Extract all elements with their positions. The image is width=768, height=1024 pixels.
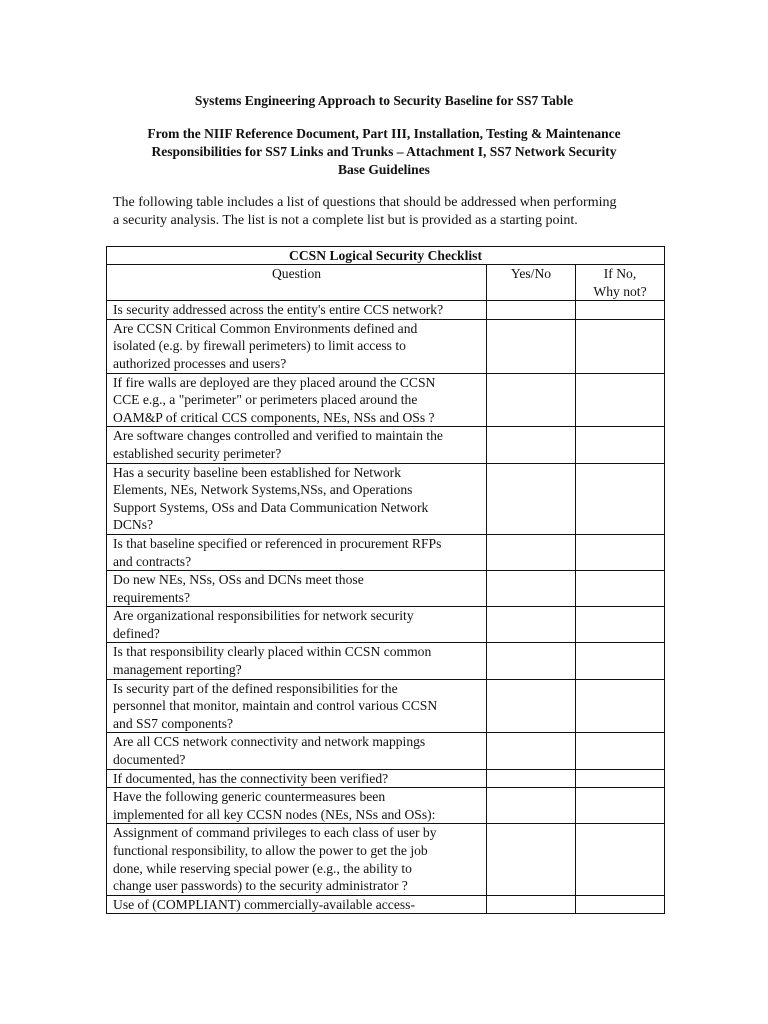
question-line: functional responsibility, to allow the power to get the job — [113, 843, 428, 858]
header-if-no-line: Why not? — [593, 283, 647, 299]
question-line: and SS7 components? — [113, 715, 234, 731]
if-no-why-not-cell[interactable] — [576, 373, 665, 427]
question-line: established security perimeter? — [113, 445, 282, 461]
table-row — [107, 571, 665, 607]
if-no-why-not-cell[interactable] — [576, 607, 665, 643]
question-line: personnel that monitor, maintain and control various CCSN — [113, 698, 438, 714]
table-row — [107, 373, 665, 427]
if-no-why-not-cell[interactable] — [576, 534, 665, 570]
yes-no-cell[interactable] — [487, 373, 576, 427]
subtitle-line: Responsibilities for SS7 Links and Trunks – Attachment I, SS7 Network Security — [151, 144, 617, 159]
question-line: OAM&P of critical CCS components, NEs, NSs and OSs ? — [113, 409, 435, 425]
question-cell — [107, 679, 487, 733]
if-no-why-not-cell[interactable] — [576, 679, 665, 733]
yes-no-cell[interactable] — [487, 571, 576, 607]
table-row — [107, 824, 665, 895]
yes-no-cell[interactable] — [487, 534, 576, 570]
table-caption: CCSN Logical Security Checklist — [107, 247, 665, 265]
question-cell — [107, 788, 487, 824]
question-line: isolated (e.g. by firewall perimeters) to limit access to — [113, 338, 406, 354]
intro-paragraph — [113, 194, 673, 230]
if-no-why-not-cell[interactable] — [576, 824, 665, 895]
header-yes-no: Yes/No — [487, 265, 576, 301]
question-line: DCNs? — [113, 517, 154, 533]
table-row — [107, 319, 665, 373]
subtitle-line: From the NIIF Reference Document, Part III, Installation, Testing & Maintenance — [147, 126, 621, 141]
question-line: Are software changes controlled and verified to maintain the — [113, 428, 443, 444]
yes-no-cell[interactable] — [487, 607, 576, 643]
question-line: authorized processes and users? — [113, 355, 287, 371]
yes-no-cell[interactable] — [487, 824, 576, 895]
table-row — [107, 463, 665, 534]
document-subtitle — [0, 125, 768, 179]
question-cell — [107, 373, 487, 427]
question-line: CCE e.g., a "perimeter" or perimeters placed around the — [113, 392, 418, 408]
question-line: Do new NEs, NSs, OSs and DCNs meet those — [113, 572, 364, 588]
if-no-why-not-cell[interactable] — [576, 301, 665, 320]
question-cell — [107, 463, 487, 534]
question-cell — [107, 571, 487, 607]
question-line: Is that responsibility clearly placed within CCSN common — [113, 644, 432, 660]
question-cell — [107, 769, 487, 788]
header-question: Question — [107, 265, 487, 301]
yes-no-cell[interactable] — [487, 427, 576, 463]
question-line: Is security part of the defined responsibilities for the — [113, 680, 398, 696]
table-row — [107, 733, 665, 769]
yes-no-cell[interactable] — [487, 301, 576, 320]
table-row — [107, 534, 665, 570]
yes-no-cell[interactable] — [487, 788, 576, 824]
yes-no-cell[interactable] — [487, 679, 576, 733]
question-cell — [107, 733, 487, 769]
intro-line: The following table includes a list of questions that should be addressed when performing — [113, 195, 617, 210]
table-row — [107, 788, 665, 824]
yes-no-cell[interactable] — [487, 463, 576, 534]
question-line: requirements? — [113, 589, 190, 605]
question-cell — [107, 427, 487, 463]
if-no-why-not-cell[interactable] — [576, 427, 665, 463]
yes-no-cell[interactable] — [487, 643, 576, 679]
question-line: If fire walls are deployed are they placed around the CCSN — [113, 374, 436, 390]
table-row — [107, 643, 665, 679]
if-no-why-not-cell[interactable] — [576, 571, 665, 607]
subtitle-line: Base Guidelines — [338, 162, 430, 177]
question-line: defined? — [113, 625, 160, 641]
yes-no-cell[interactable] — [487, 319, 576, 373]
table-row — [107, 607, 665, 643]
question-line: If documented, has the connectivity been verified? — [113, 770, 389, 786]
table-header-row — [107, 265, 665, 301]
if-no-why-not-cell[interactable] — [576, 319, 665, 373]
question-line: and contracts? — [113, 553, 192, 569]
question-cell — [107, 643, 487, 679]
yes-no-cell[interactable] — [487, 769, 576, 788]
question-cell — [107, 824, 487, 895]
header-if-no-line: If No, — [603, 266, 637, 281]
question-line: Is that baseline specified or referenced in procurement RFPs — [113, 535, 442, 551]
table-row — [107, 769, 665, 788]
intro-line: a security analysis. The list is not a complete list but is provided as a starting point. — [113, 213, 578, 228]
question-line: Are all CCS network connectivity and network mappings — [113, 734, 426, 750]
if-no-why-not-cell[interactable] — [576, 788, 665, 824]
question-line: management reporting? — [113, 662, 242, 678]
table-row — [107, 427, 665, 463]
table-row — [107, 301, 665, 320]
header-if-no — [576, 265, 665, 301]
question-line: Assignment of command privileges to each class of user by — [113, 825, 437, 841]
question-cell — [107, 534, 487, 570]
question-line: Are CCSN Critical Common Environments defined and — [113, 320, 418, 336]
security-checklist-table — [106, 246, 665, 914]
question-line: done, while reserving special power (e.g., the ability to — [113, 860, 412, 876]
table-caption-row — [107, 247, 665, 265]
document-title: Systems Engineering Approach to Security Baseline for SS7 Table — [194, 93, 574, 108]
question-line: documented? — [113, 752, 186, 768]
question-cell — [107, 607, 487, 643]
question-cell — [107, 895, 487, 914]
table-row — [107, 679, 665, 733]
question-line: Has a security baseline been established for Network — [113, 464, 402, 480]
question-line: Support Systems, OSs and Data Communication Network — [113, 499, 429, 515]
if-no-why-not-cell[interactable] — [576, 895, 665, 914]
question-cell — [107, 319, 487, 373]
yes-no-cell[interactable] — [487, 895, 576, 914]
question-line: Is security addressed across the entity's entire CCS network? — [113, 302, 444, 318]
question-line: Have the following generic countermeasures been — [113, 789, 386, 805]
if-no-why-not-cell[interactable] — [576, 769, 665, 788]
yes-no-cell[interactable] — [487, 733, 576, 769]
question-line: Elements, NEs, Network Systems,NSs, and Operations — [113, 482, 413, 498]
if-no-why-not-cell[interactable] — [576, 643, 665, 679]
question-line: Use of (COMPLIANT) commercially-available access- — [113, 896, 415, 912]
if-no-why-not-cell[interactable] — [576, 733, 665, 769]
question-cell — [107, 301, 487, 320]
question-line: Are organizational responsibilities for network security — [113, 608, 414, 624]
question-line: implemented for all key CCSN nodes (NEs, NSs and OSs): — [113, 806, 436, 822]
if-no-why-not-cell[interactable] — [576, 463, 665, 534]
question-line: change user passwords) to the security administrator ? — [113, 878, 408, 894]
table-row — [107, 895, 665, 914]
